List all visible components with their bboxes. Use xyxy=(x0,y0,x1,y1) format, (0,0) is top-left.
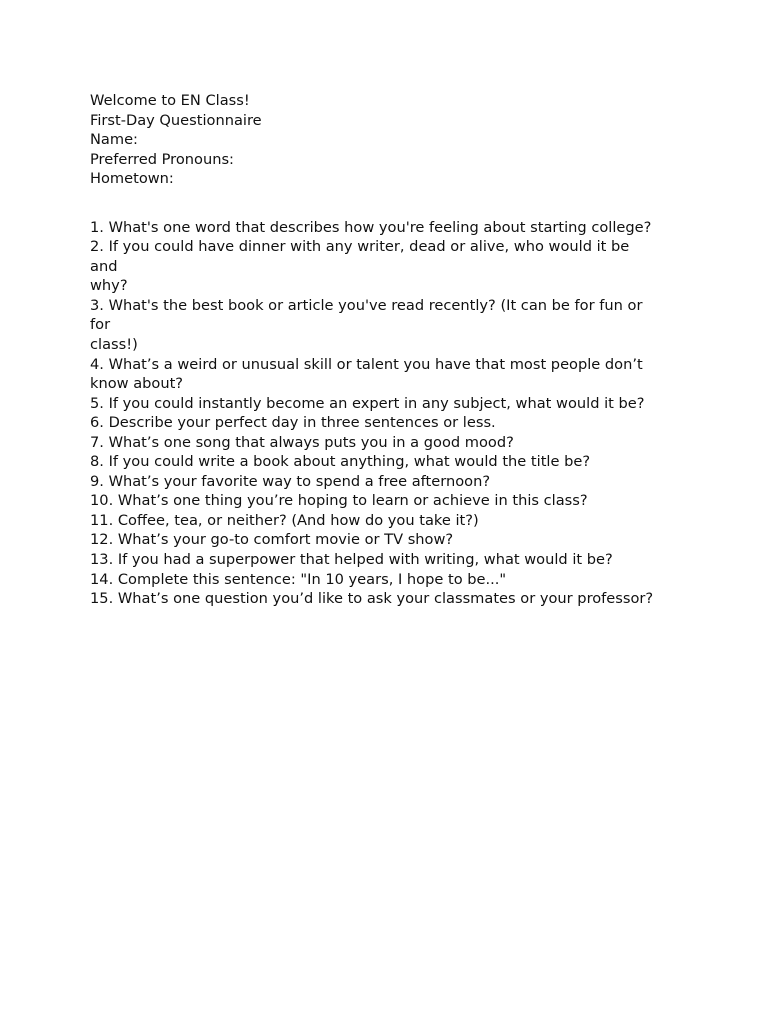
question-line: know about? xyxy=(90,375,184,393)
document-subtitle: First-Day Questionnaire xyxy=(90,111,262,129)
name-field-label: Name: xyxy=(90,131,138,149)
document-body xyxy=(90,91,690,609)
question-line: 4. What’s a weird or unusual skill or talent you have that most people don’t xyxy=(90,355,643,373)
question-line: why? xyxy=(90,277,128,295)
question-line: 12. What’s your go-to comfort movie or TV show? xyxy=(90,531,454,549)
question-line: 3. What's the best book or article you've read recently? (It can be for fun or xyxy=(90,296,643,314)
question-line: 9. What’s your favorite way to spend a free afternoon? xyxy=(90,472,491,490)
question-line: 2. If you could have dinner with any writer, dead or alive, who would it be xyxy=(90,238,630,256)
question-line: 11. Coffee, tea, or neither? (And how do you take it?) xyxy=(90,511,479,529)
pronouns-field-label: Preferred Pronouns: xyxy=(90,150,234,168)
question-line: 7. What’s one song that always puts you in a good mood? xyxy=(90,433,514,451)
question-list xyxy=(90,218,690,609)
question-line: for xyxy=(90,316,111,334)
question-line: 14. Complete this sentence: "In 10 years, I hope to be..." xyxy=(90,570,507,588)
question-line: 1. What's one word that describes how you're feeling about starting college? xyxy=(90,218,652,236)
hometown-field-label: Hometown: xyxy=(90,170,174,188)
question-line: 5. If you could instantly become an expert in any subject, what would it be? xyxy=(90,394,645,412)
question-line: and xyxy=(90,257,118,275)
question-line: 6. Describe your perfect day in three sentences or less. xyxy=(90,414,496,432)
question-line: 13. If you had a superpower that helped with writing, what would it be? xyxy=(90,551,613,569)
question-line: 10. What’s one thing you’re hoping to learn or achieve in this class? xyxy=(90,492,588,510)
document-title: Welcome to EN Class! xyxy=(90,92,250,109)
section-spacer xyxy=(90,189,690,218)
question-line: 15. What’s one question you’d like to ask your classmates or your professor? xyxy=(90,590,654,608)
question-line: class!) xyxy=(90,336,138,354)
question-line: 8. If you could write a book about anything, what would the title be? xyxy=(90,453,591,471)
